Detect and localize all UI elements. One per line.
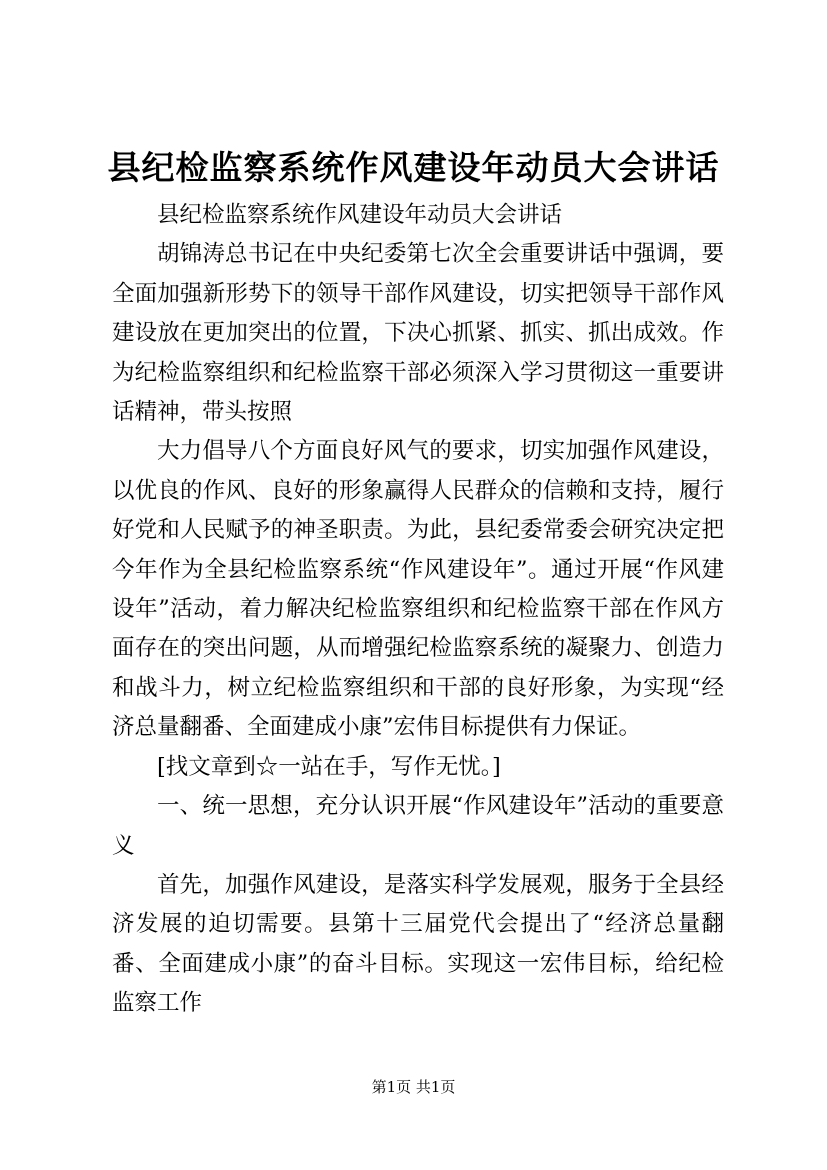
page-footer: 第1页 共1页 [371, 1078, 456, 1096]
paragraph-first-point: 首先，加强作风建设，是落实科学发展观，服务于全县经济发展的迫切需要。县第十三届党代会提出了“经济总量翻番、全面建成小康”的奋斗目标。实现这一宏伟目标，给纪检监察工作 [112, 871, 724, 1017]
paragraph-requirements: 大力倡导八个方面良好风气的要求，切实加强作风建设，以优良的作风、良好的形象赢得人民群众的信赖和支持，履行好党和人民赋予的神圣职责。为此，县纪委常委会研究决定把今年作为全县纪检监察系统“作风建设年”。通过开展“作风建设年”活动，着力解决纪检监察组织和纪检监察干部在作风方面存在的突出问题，从而增强纪检监察系统的凝聚力、创造力和战斗力，树立纪检监察组织和干部的良好形象，为实现“经济总量翻番、全面建成小康”宏伟目标提供有力保证。 [112, 438, 724, 741]
document-title: 县纪检监察系统作风建设年动员大会讲话 [107, 148, 720, 187]
paragraph-intro: 胡锦涛总书记在中央纪委第七次全会重要讲话中强调，要全面加强新形势下的领导干部作风建设，切实把领导干部作风建设放在更加突出的位置，下决心抓紧、抓实、抓出成效。作为纪检监察组织和纪检监察干部必须深入学习贯彻这一重要讲话精神，带头按照 [112, 241, 724, 426]
document-body [112, 196, 724, 1024]
paragraph-site-note: [找文章到☆一站在手，写作无忧。] [157, 753, 501, 780]
paragraph-subtitle: 县纪检监察系统作风建设年动员大会讲话 [157, 202, 563, 228]
section-heading-1: 一、统一思想，充分认识开展“作风建设年”活动的重要意义 [112, 793, 724, 859]
